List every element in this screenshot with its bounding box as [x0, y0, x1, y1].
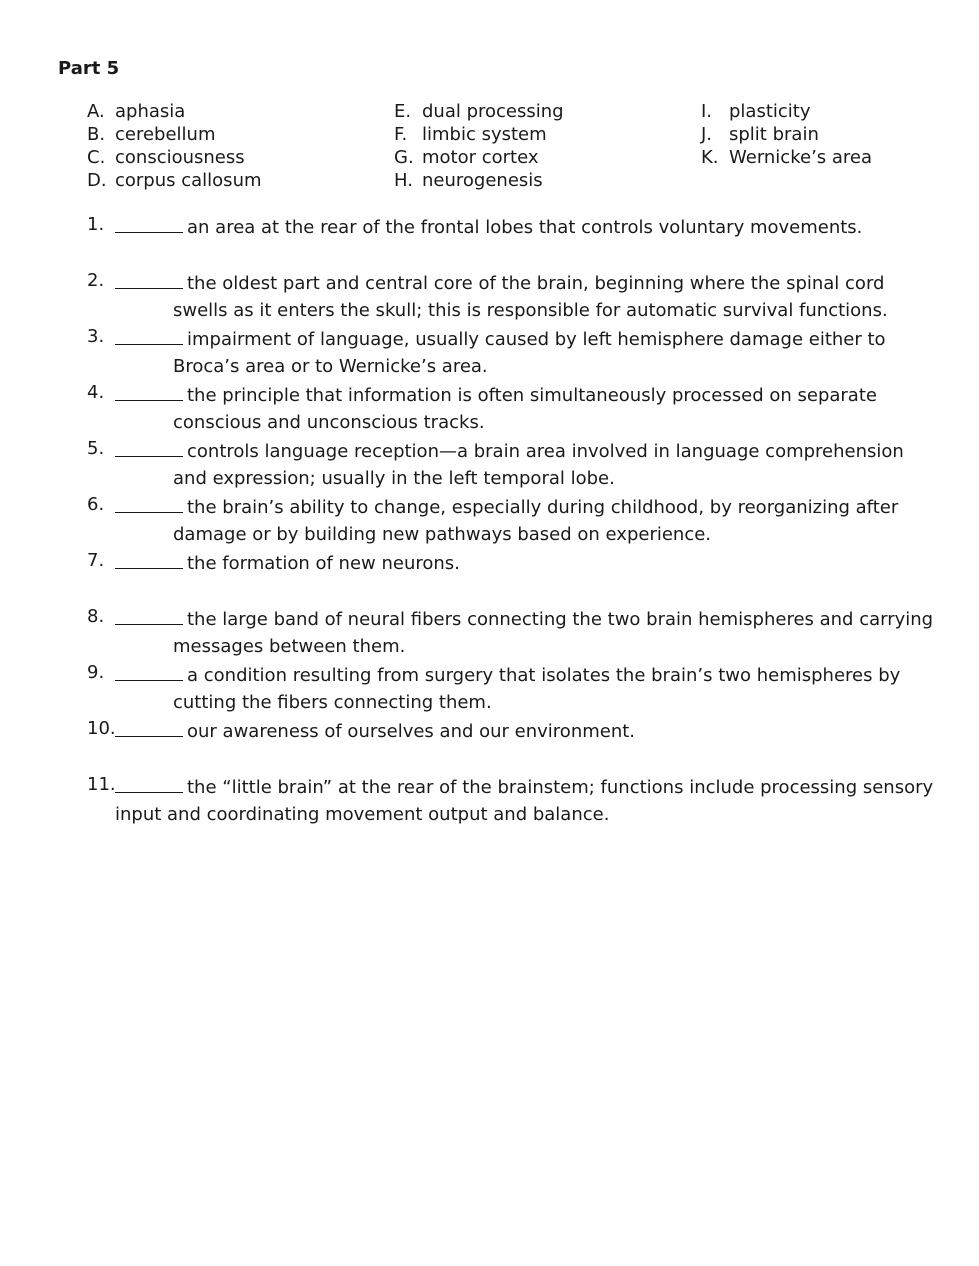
term-item [394, 169, 564, 192]
question-number: 10. [87, 718, 116, 739]
term-text: split brain [729, 124, 819, 145]
term-text: plasticity [729, 101, 811, 122]
question-number: 3. [87, 326, 105, 347]
question-list [87, 212, 934, 828]
term-text: cerebellum [115, 124, 216, 145]
question-number: 7. [87, 550, 105, 571]
answer-blank[interactable] [115, 380, 183, 401]
question-number: 4. [87, 382, 105, 403]
question-text: the formation of new neurons. [187, 553, 460, 574]
question-8 [87, 604, 934, 660]
question-text: an area at the rear of the frontal lobes that controls voluntary movements. [187, 217, 863, 238]
question-text-cont: cutting the fibers connecting them. [173, 691, 492, 713]
term-column-1 [87, 100, 262, 192]
term-letter: J. [701, 124, 713, 145]
question-text: the large band of neural fibers connecting the two brain hemispheres and carrying [187, 609, 934, 630]
answer-blank[interactable] [115, 604, 183, 625]
answer-blank[interactable] [115, 716, 183, 737]
question-text: our awareness of ourselves and our environment. [187, 721, 636, 742]
question-3 [87, 324, 927, 380]
question-text: the “little brain” at the rear of the brainstem; functions include processing sensory [187, 777, 934, 798]
question-text-cont: damage or by building new pathways based on experience. [173, 523, 712, 545]
question-7 [87, 548, 927, 578]
answer-blank[interactable] [115, 548, 183, 569]
question-5 [87, 436, 927, 492]
term-text: corpus callosum [115, 170, 262, 191]
term-item [701, 146, 872, 169]
term-letter: B. [87, 124, 106, 145]
term-column-3 [701, 100, 872, 169]
term-letter: H. [394, 170, 413, 191]
question-text-cont: Broca’s area or to Wernicke’s area. [173, 355, 488, 377]
term-letter: C. [87, 147, 106, 168]
question-text: the oldest part and central core of the brain, beginning where the spinal cord [187, 273, 885, 294]
question-text-cont: conscious and unconscious tracks. [173, 411, 485, 433]
question-9 [87, 660, 927, 716]
question-number: 9. [87, 662, 105, 683]
term-item [87, 169, 262, 192]
question-text-cont: swells as it enters the skull; this is responsible for automatic survival functions. [173, 299, 888, 321]
question-number: 6. [87, 494, 105, 515]
term-text: limbic system [422, 124, 547, 145]
term-column-2 [394, 100, 564, 192]
question-number: 11. [87, 774, 116, 795]
question-text: the principle that information is often simultaneously processed on separate [187, 385, 877, 406]
term-letter: D. [87, 170, 107, 191]
question-4 [87, 380, 927, 436]
question-text-cont: and expression; usually in the left temporal lobe. [173, 467, 615, 489]
term-letter: A. [87, 101, 105, 122]
term-text: neurogenesis [422, 170, 543, 191]
question-number: 8. [87, 606, 105, 627]
question-text: controls language reception—a brain area involved in language comprehension [187, 441, 904, 462]
term-item [87, 146, 262, 169]
term-letter: G. [394, 147, 414, 168]
term-item [394, 100, 564, 123]
answer-blank[interactable] [115, 268, 183, 289]
answer-blank[interactable] [115, 660, 183, 681]
answer-blank[interactable] [115, 772, 183, 793]
answer-blank[interactable] [115, 492, 183, 513]
question-number: 5. [87, 438, 105, 459]
question-number: 2. [87, 270, 105, 291]
question-text: the brain’s ability to change, especially during childhood, by reorganizing after [187, 497, 899, 518]
question-6 [87, 492, 927, 548]
term-text: Wernicke’s area [729, 147, 873, 168]
question-10 [87, 716, 927, 746]
question-number: 1. [87, 214, 105, 235]
term-letter: F. [394, 124, 408, 145]
term-text: consciousness [115, 147, 245, 168]
term-text: motor cortex [422, 147, 539, 168]
term-item [394, 123, 564, 146]
term-letter: I. [701, 101, 713, 122]
term-letter: E. [394, 101, 412, 122]
question-text: a condition resulting from surgery that isolates the brain’s two hemispheres by [187, 665, 901, 686]
question-1 [87, 212, 927, 242]
term-item [701, 123, 872, 146]
answer-blank[interactable] [115, 212, 183, 233]
question-11 [87, 772, 934, 828]
answer-blank[interactable] [115, 324, 183, 345]
term-item [701, 100, 872, 123]
question-text-cont: input and coordinating movement output and balance. [115, 803, 610, 825]
term-letter: K. [701, 147, 719, 168]
term-item [87, 123, 262, 146]
answer-blank[interactable] [115, 436, 183, 457]
term-item [87, 100, 262, 123]
question-text: impairment of language, usually caused by left hemisphere damage either to [187, 329, 886, 350]
question-2 [87, 268, 927, 324]
term-item [394, 146, 564, 169]
term-text: dual processing [422, 101, 564, 122]
section-title: Part 5 [58, 58, 120, 79]
question-text-cont: messages between them. [173, 635, 406, 657]
term-text: aphasia [115, 101, 186, 122]
